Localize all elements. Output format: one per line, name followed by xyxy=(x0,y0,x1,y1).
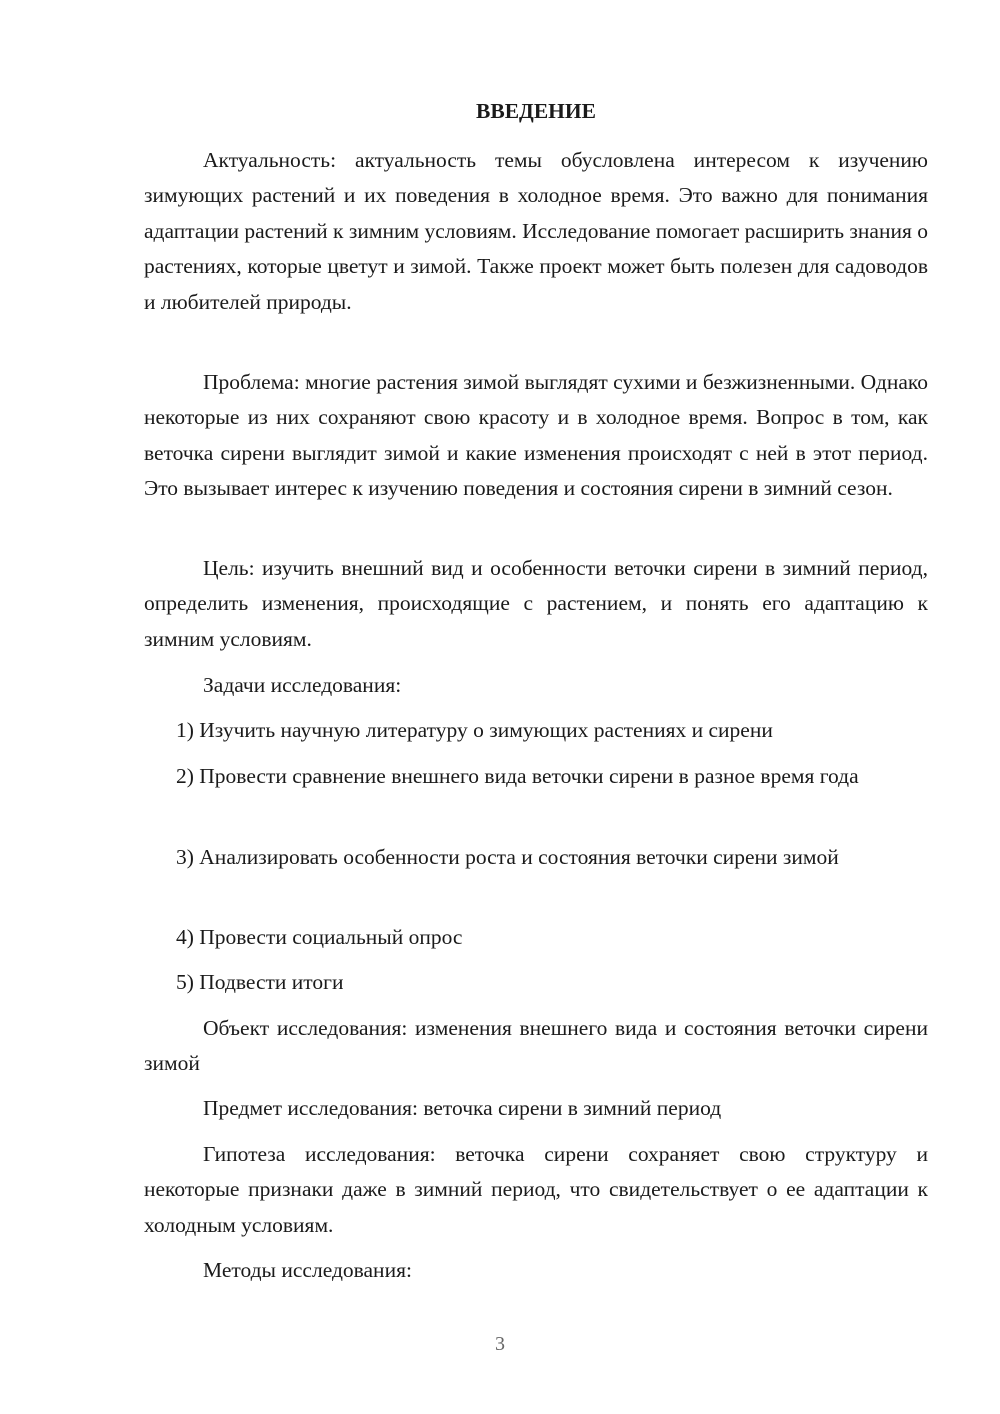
relevance-paragraph: Актуальность: актуальность темы обусловлена интересом к изучению зимующих растений и их поведения в холодное время. Это важно для понимания адаптации растений к зимним условиям. Исследование помогает расширить знания о растениях, которые цветут и зимой. Также проект может быть полезен для садоводов и любителей природы. xyxy=(144,148,928,314)
task-item-1: 1) Изучить научную литературу о зимующих растениях и сирени xyxy=(176,718,773,742)
page-heading: ВВЕДЕНИЕ xyxy=(476,99,596,123)
task-item-5: 5) Подвести итоги xyxy=(176,970,344,994)
goal-paragraph: Цель: изучить внешний вид и особенности веточки сирени в зимний период, определить изменения, происходящие с растением, и понять его адаптацию к зимним условиям. xyxy=(144,556,928,651)
task-item-3: 3) Анализировать особенности роста и состояния веточки сирени зимой xyxy=(176,845,839,869)
hypothesis-paragraph: Гипотеза исследования: веточка сирени сохраняет свою структуру и некоторые признаки даже в зимний период, что свидетельствует о ее адаптации к холодным условиям. xyxy=(144,1142,928,1237)
page-number: 3 xyxy=(495,1333,505,1355)
problem-paragraph: Проблема: многие растения зимой выглядят сухими и безжизненными. Однако некоторые из них сохраняют свою красоту и в холодное время. Вопрос в том, как веточка сирени выглядит зимой и какие изменения происходят с ней в этот период. Это вызывает интерес к изучению поведения и состояния сирени в зимний сезон. xyxy=(144,370,928,501)
task-item-2: 2) Провести сравнение внешнего вида веточки сирени в разное время года xyxy=(176,764,859,788)
tasks-heading: Задачи исследования: xyxy=(203,673,402,697)
methods-heading: Методы исследования: xyxy=(203,1258,412,1282)
task-item-4: 4) Провести социальный опрос xyxy=(176,925,463,949)
object-paragraph: Объект исследования: изменения внешнего вида и состояния веточки сирени зимой xyxy=(144,1016,928,1076)
subject-paragraph: Предмет исследования: веточка сирени в зимний период xyxy=(203,1096,722,1120)
